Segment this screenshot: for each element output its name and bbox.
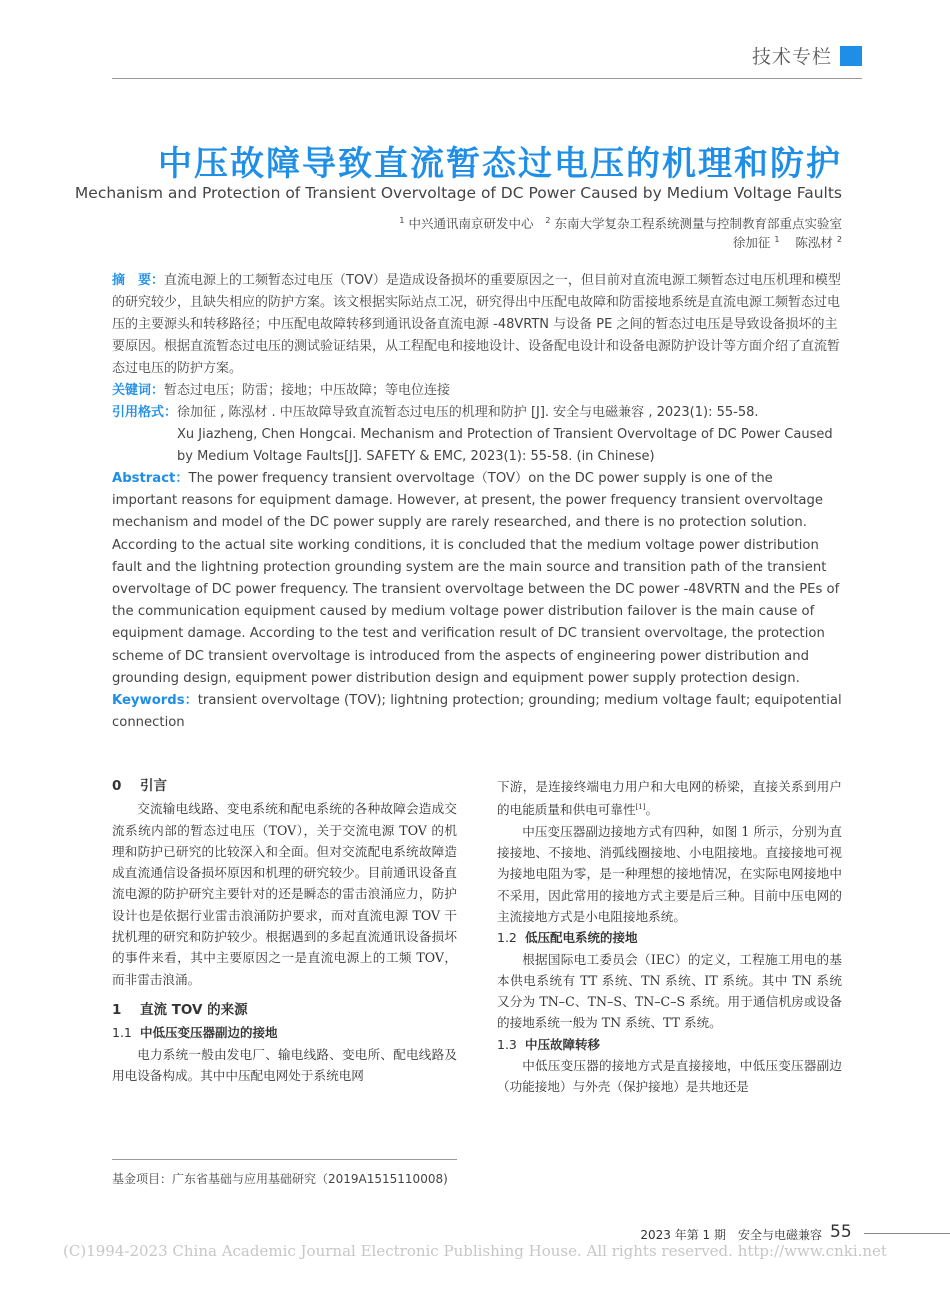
keywords-label: 关键词： <box>112 383 165 398</box>
header-accent-square <box>840 46 862 66</box>
affil1-num: 1 <box>399 215 405 225</box>
funding-footnote: 基金项目：广东省基础与应用基础研究（2019A1515110008) <box>112 1172 448 1186</box>
section-1-1-number: 1.1 <box>112 1025 132 1041</box>
affil2-num: 2 <box>545 215 551 225</box>
section-1-1-paragraph: 电力系统一般由发电厂、输电线路、变电所、配电线路及用电设备构成。其中中压配电网处于系统电网 <box>112 1046 457 1083</box>
journal-column-label: 技术专栏 <box>751 46 832 68</box>
section-0-title: 引言 <box>140 778 167 794</box>
section-1-1-continued <box>497 776 842 821</box>
keywords-en-label: Keywords： <box>112 693 198 709</box>
abstract-label: 摘 要： <box>112 273 165 288</box>
citation-en: Xu Jiazheng, Chen Hongcai. Mechanism and Protection of Transient Overvoltage of DC Power Caused by Medium Voltage Faults[J]. SAFETY & EMC, 2023(1): 55-58. (in Chinese) <box>177 427 833 464</box>
affil2: 东南大学复杂工程系统测量与控制教育部重点实验室 <box>554 216 842 231</box>
citation <box>112 402 842 468</box>
continued-text: 下游，是连接终端电力用户和大电网的桥梁，直接关系到用户的电能质量和供电可靠性 <box>497 779 842 818</box>
section-1-3-heading <box>497 1034 842 1055</box>
section-1-1-paragraph-2: 中压变压器副边接地方式有四种，如图 1 所示，分别为直接接地、不接地、消弧线圈接地、小电阻接地。直接接地可视为接地电阻为零，是一种理想的接地情况，在实际电网接地中不采用，因此常用的接地方式主要是后三种。目前中压电网的主流接地方式是小电阻接地系统。 <box>497 823 842 924</box>
authors <box>0 233 842 251</box>
section-1-2-number: 1.2 <box>497 930 517 946</box>
section-1-3-title: 中压故障转移 <box>525 1036 601 1052</box>
author2: 陈泓材 <box>795 235 833 250</box>
keywords-en <box>112 690 842 734</box>
abstract-en <box>112 468 842 690</box>
reference-1: [1] <box>635 803 646 812</box>
copyright-watermark: (C)1994-2023 China Academic Journal Electronic Publishing House. All rights reserved. http://www.cnki.net <box>63 1242 887 1260</box>
issue-label: 2023 年第 1 期 安全与电磁兼容 <box>640 1228 822 1242</box>
author2-num: 2 <box>836 234 842 244</box>
abstract-block <box>112 270 842 734</box>
abstract-text: 直流电源上的工频暂态过电压（TOV）是造成设备损坏的重要原因之一，但目前对直流电源工频暂态过电压机理和模型的研究较少，且缺失相应的防护方案。该文根据实际站点工况，研究得出中压配电故障和防雷接地系统是直流电源工频暂态过电压的主要源头和转移路径；中压配电故障转移到通讯设备直流电源 -48VRTN 与设备 PE 之间的暂态过电压是导致设备损坏的主要原因。根据直流暂态过电压的测试验证结果，从工程配电和接地设计、设备配电设计和设备电源防护设计等方面介绍了直流暂态过电压的防护方案。 <box>112 273 841 376</box>
author1: 徐加征 <box>732 235 771 250</box>
section-1-3-number: 1.3 <box>497 1036 517 1052</box>
section-1-1-heading <box>112 1022 457 1043</box>
section-1-number: 1 <box>112 1001 122 1018</box>
affiliations <box>0 214 842 232</box>
header-divider <box>112 78 862 79</box>
body-column-right <box>497 776 842 1098</box>
paper-title-en: Mechanism and Protection of Transient Overvoltage of DC Power Caused by Medium Voltage Faults <box>74 184 842 202</box>
author1-num: 1 <box>774 234 780 244</box>
footnote-divider <box>112 1159 457 1160</box>
section-1-2-heading <box>497 927 842 948</box>
abstract-en-text: The power frequency transient overvoltage（TOV）on the DC power supply is one of the important reasons for equipment damage. However, at present, the power frequency transient overvoltage mechanism and model of the DC power supply are rarely researched, and there is no protection solution. According to the actual site working conditions, it is concluded that the medium voltage power distribution fault and the lightning protection grounding system are the main source and transition path of the transient overvoltage of DC power frequency. The transient overvoltage between the DC power -48VRTN and the PEs of the communication equipment caused by medium voltage power distribution failover is the main cause of equipment damage. According to the test and verification result of DC transient overvoltage, the protection scheme of DC transient overvoltage is introduced from the aspects of engineering power distribution and grounding design, equipment power distribution design and equipment power supply protection design. <box>112 471 840 686</box>
section-1-2-title: 低压配电系统的接地 <box>525 930 638 946</box>
section-1-3-paragraph: 中低压变压器的接地方式是直接接地，中低压变压器副边（功能接地）与外壳（保护接地）是共地还是 <box>497 1058 842 1095</box>
section-1-heading <box>112 1000 457 1021</box>
abstract-en-label: Abstract： <box>112 471 189 486</box>
keywords-text: 暂态过电压；防雷；接地；中压故障；等电位连接 <box>164 383 451 398</box>
keywords-en-text: transient overvoltage (TOV); lightning protection; grounding; medium voltage fault; equipotential connection <box>112 693 842 731</box>
section-0-paragraph: 交流输电线路、变电系统和配电系统的各种故障会造成交流系统内部的暂态过电压（TOV），关于交流电源 TOV 的机理和防护已研究的比较深入和全面。但对交流配电系统故障造成直流通信设备损坏原因和机理的研究较少。目前通讯设备直流电源的防护研究主要针对的还是瞬态的雷击浪涌应力，防护设计也是依据行业雷击浪涌防护要求，而对直流电源 TOV 干扰机理的研究和防护较少。根据遇到的多起直流通讯设备损坏的事件来看，其中主要原因之一是直流电源上的工频 TOV，而非雷击浪涌。 <box>112 801 457 987</box>
section-1-1-title: 中低压变压器副边的接地 <box>140 1025 278 1041</box>
paper-title: 中压故障导致直流暂态过电压的机理和防护 <box>158 144 842 184</box>
body-column-left <box>112 776 457 1086</box>
section-0-heading <box>112 776 457 797</box>
citation-cn: 徐加征 , 陈泓材 . 中压故障导致直流暂态过电压的机理和防护 [J]. 安全与电磁兼容 , 2023(1): 55-58. <box>177 405 759 420</box>
footer-line <box>864 1233 950 1234</box>
continued-end: 。 <box>645 802 659 818</box>
citation-label: 引用格式： <box>112 405 178 420</box>
keywords-cn <box>112 380 842 402</box>
abstract-cn <box>112 270 842 380</box>
page-number: 55 <box>830 1222 852 1242</box>
section-1-2-paragraph: 根据国际电工委员会（IEC）的定义，工程施工用电的基本供电系统有 TT 系统、TN 系统、IT 系统。其中 TN 系统又分为 TN–C、TN–S、TN–C–S 系统。用于通信机房或设备的接地系统一般为 TN 系统、TT 系统。 <box>497 951 842 1031</box>
affil1: 中兴通讯南京研发中心 <box>408 216 534 231</box>
section-0-number: 0 <box>112 778 122 794</box>
section-1-title: 直流 TOV 的来源 <box>140 1001 248 1018</box>
